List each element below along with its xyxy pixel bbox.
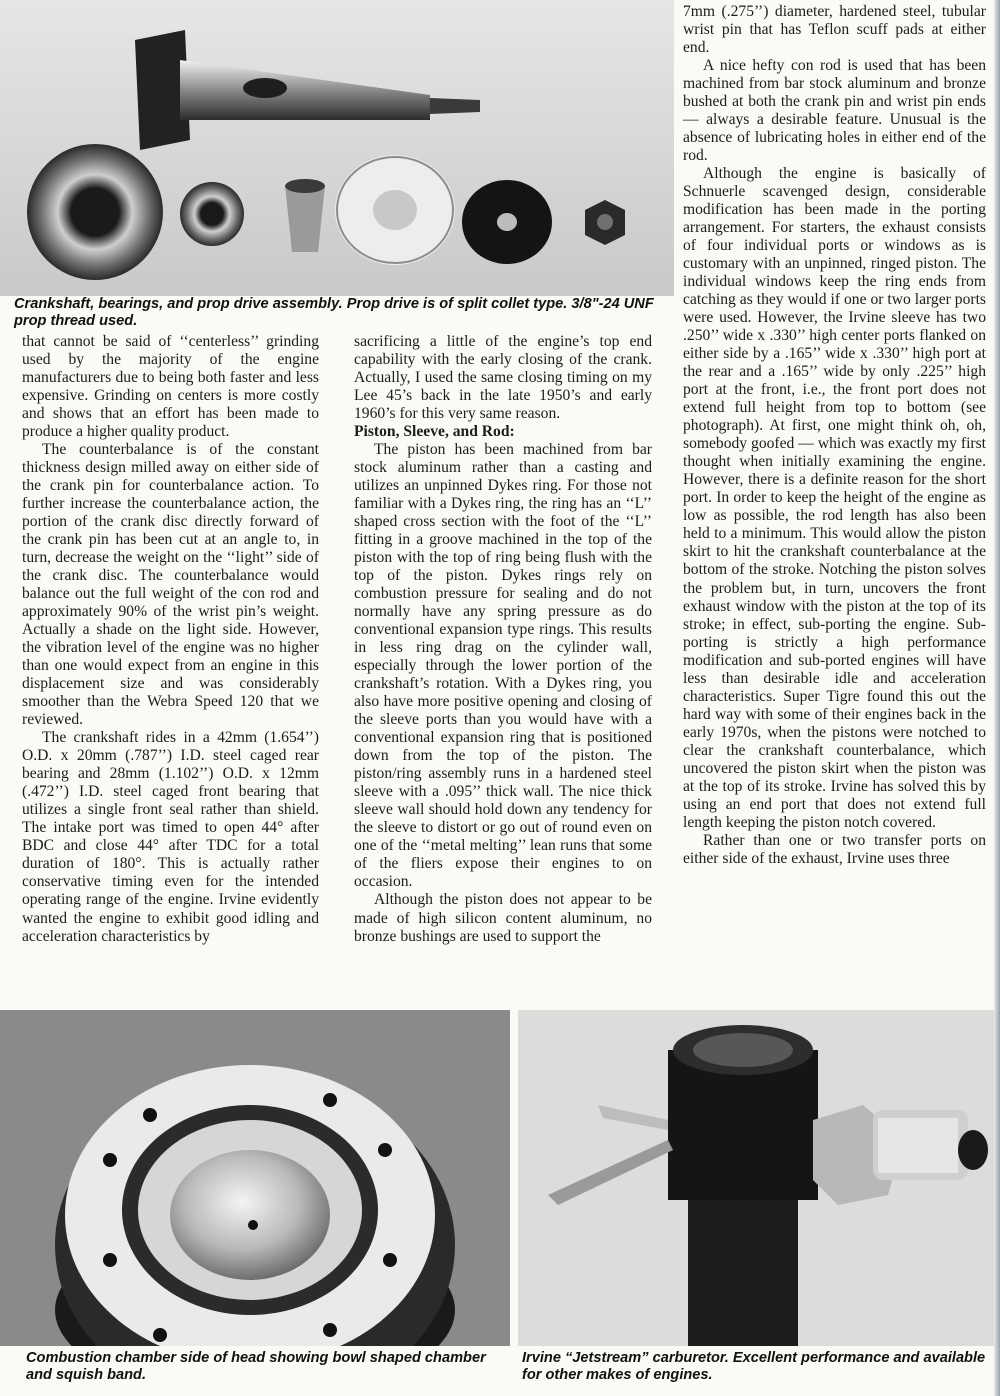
bottom-left-caption: Combustion chamber side of head showing bowl shaped chamber and squish band. (26, 1350, 486, 1383)
column-3 (683, 3, 986, 868)
crankshaft-bearings-photo (0, 0, 674, 296)
col3-paragraph-4: Rather than one or two transfer ports on either side of the exhaust, Irvine uses three (683, 831, 986, 867)
front-bearing (180, 182, 244, 246)
col3-paragraph-2: A nice hefty con rod is used that has been machined from bar stock aluminum and bronze bushed at both the crank pin and wrist pin ends — always a desirable feature. Unusual is the absence of lubricating holes in either end of the rod. (683, 57, 986, 165)
col1-paragraph-1: that cannot be said of ‘‘centerless’’ grinding used by the majority of the engine manufacturers due to being both faster and less expensive. Grinding on centers is more costly and shows that an effort has been made to produce a higher quality product. (22, 333, 319, 441)
carburetor-photo (518, 1010, 996, 1346)
col3-paragraph-1: 7mm (.275’’) diameter, hardened steel, tubular wrist pin that has Teflon scuff pads at either end. (683, 3, 986, 57)
combustion-chamber-photo (0, 1010, 510, 1346)
col1-paragraph-2: The counterbalance is of the constant thickness design milled away on either side of the crank pin for counterbalance action. To further increase the counterbalance action, the portion of the crank disc directly forward of the crank pin has been cut at an angle to, in turn, decrease the weight on the ‘‘light’’ side of the crank disc. The counterbalance would balance out the full weight of the con rod and approximately 90% of the wrist pin’s weight. Actually a shade on the light side. However, the vibration level of the engine was no higher than one would expect from an engine in this displacement size and was considerably smoother than the Webra Speed 120 that we reviewed. (22, 441, 319, 729)
split-collet (285, 179, 325, 252)
top-photo-caption: Crankshaft, bearings, and prop drive assembly. Prop drive is of split collet type. 3/8"-24 UNF prop thread used. (14, 296, 654, 329)
bottom-right-caption: Irvine “Jetstream” carburetor. Excellent performance and available for other makes of engines. (522, 1350, 986, 1383)
col2-paragraph-2: The piston has been machined from bar stock aluminum rather than a casting and utilizes an unpinned Dykes ring. For those not familiar with a Dykes ring, the ring has an ‘‘L’’ shaped cross section with the foot of the ‘‘L’’ fitting in a groove machined in the top of the piston with the top of ring being flush with the top of the piston. Dykes rings rely on combustion pressure for sealing and do not normally have any spring pressure as do conventional expansion type rings. This results in less ring drag on the cylinder wall, especially through the lower portion of the crankshaft’s rotation. With a Dykes ring, you also have more positive opening and closing of the sleeve ports than you would have with a conventional expansion ring that is positioned down from the top of the piston. The piston/ring assembly runs in a hardened steel sleeve with a .095’’ thick wall. The nice thick sleeve wall should hold down any tendency for the sleeve to distort or go out of round even on one of the ‘‘metal melting’’ lean runs that some of the fliers expose their engines to on occasion. (354, 441, 652, 891)
prop-washer (462, 180, 552, 264)
col3-paragraph-3: Although the engine is basically of Schnuerle scavenged design, considerable modification has been made in the porting arrangement. For starters, the exhaust consists of four individual ports or windows as is customary with an unpinned, ringed piston. The individual windows keep the ring ends from catching as they would if one or two larger ports were used. However, the Irvine sleeve has two .250’’ wide x .330’’ high center ports flanked on either side by a .165’’ wide x .330’’ high port at the rear and a .165’’ wide by only .225’’ high port at the front, i.e., the front port does not extend full height from top to bottom (see photograph). At first, one might think oh, oh, somebody goofed — which was exactly my first thought when initially examining the engine. However, there is a definite reason for the short port. In order to keep the height of the engine as low as possible, the rod length has also been held to a minimum. This would allow the piston skirt to hit the crankshaft counterbalance at the bottom of the stroke. Notching the piston solves the problem but, in turn, uncovers the front exhaust window with the piston at the top of its stroke; in effect, sub-porting the engine. Sub-porting is strictly a high performance modification and sub-ported engines will have less than desirable idle and acceleration characteristics. Super Tigre found this out the hard way with some of their engines back in the early 1970s, when the pistons were notched to clear the crankshaft counterbalance, which uncovered the piston skirt when the piston was at the top of its stroke. Irvine has solved this by using an end port that does not extend full length keeping the piston notch covered. (683, 165, 986, 831)
col1-paragraph-3: The crankshaft rides in a 42mm (1.654’’) O.D. x 20mm (.787’’) I.D. steel caged rear bearing and 28mm (1.102’’) O.D. x 12mm (.472’’) I.D. steel caged front bearing that utilizes a single front seal rather than shield. The intake port was timed to open 44° after BDC and close 44° after TDC for a total duration of 180°. This is actually rather conservative timing even for the intended operating range of the engine. Irvine evidently wanted the engine to exhibit good idling and acceleration characteristics by (22, 729, 319, 945)
column-2 (354, 333, 652, 946)
rear-bearing (27, 144, 163, 280)
page-edge (994, 0, 1000, 1396)
col2-paragraph-3: Although the piston does not appear to be made of high silicon content aluminum, no bronze bushings are used to support the (354, 891, 652, 945)
column-1 (22, 333, 319, 946)
prop-drive-hub (335, 155, 455, 265)
section-heading-piston: Piston, Sleeve, and Rod: (354, 423, 515, 441)
col2-paragraph-1: sacrificing a little of the engine’s top end capability with the early closing of the crank. Actually, I used the same closing timing on my Lee 45’s back in the late 1950’s and early 1960’s for this very same reason. (354, 333, 652, 423)
